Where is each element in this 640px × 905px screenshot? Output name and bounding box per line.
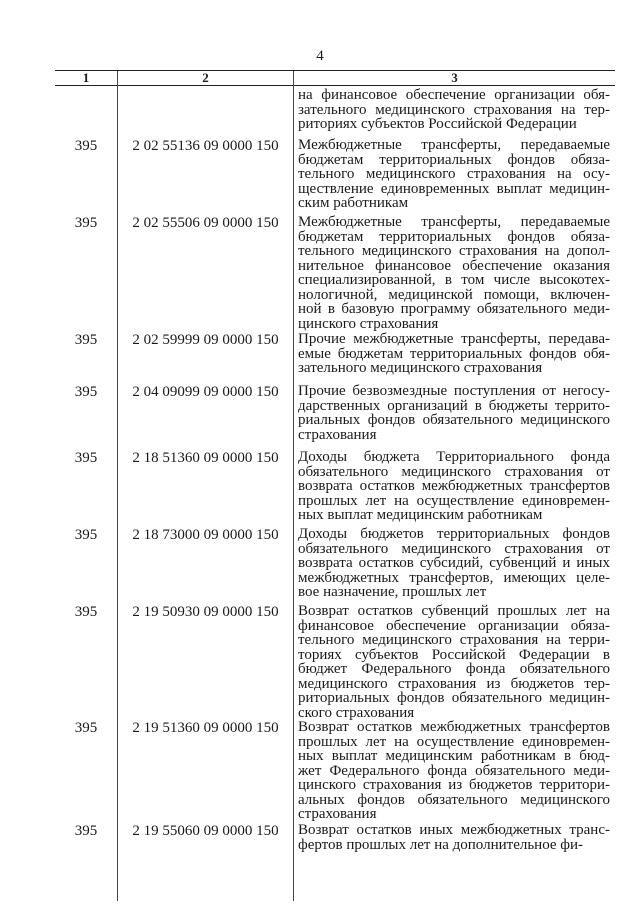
admin-code-cell: 395: [74, 215, 98, 231]
description-line: вое назначение, прошлых лет: [298, 585, 487, 600]
description-line: ского страхования: [298, 705, 415, 720]
description-line: ским работникам: [298, 196, 409, 211]
description-line: цинского страхования из бюджетов территори-: [298, 778, 610, 793]
description-line: Межбюджетные трансферты, передаваемые: [298, 215, 610, 230]
description-cell: [298, 384, 610, 442]
description-line: Прочие межбюджетные трансферты, передава-: [298, 332, 610, 347]
description-cell: [298, 823, 610, 852]
kbk-code-cell: 2 02 59999 09 0000 150: [132, 332, 279, 348]
description-line: бюджетам территориальных фондов обяза-: [298, 229, 610, 244]
description-line: бюджет Федерального фонда обязательного: [298, 662, 610, 677]
description-line: зательного медицинского страхования: [298, 361, 543, 376]
description-line: ных выплат медицинским работникам: [298, 508, 543, 523]
description-line: финансовое обеспечение организации обяза-: [298, 618, 610, 633]
admin-code-cell: 395: [74, 384, 98, 400]
description-line: возврата остатков межбюджетных трансфертов: [298, 479, 610, 494]
kbk-code-cell: 2 18 73000 09 0000 150: [132, 527, 279, 543]
description-line: страхования: [298, 807, 377, 822]
admin-code-cell: 395: [74, 527, 98, 543]
kbk-code-cell: 2 19 51360 09 0000 150: [132, 720, 279, 736]
kbk-code-cell: 2 02 55136 09 0000 150: [132, 138, 279, 154]
description-line: ной в базовую программу обязательного меди-: [298, 302, 610, 317]
description-line: зательного медицинского страхования на тер-: [298, 102, 610, 117]
description-cell: [298, 332, 610, 376]
description-line: нительное финансовое обеспечение оказания: [298, 258, 610, 273]
admin-code-cell: 395: [74, 720, 98, 736]
description-line: межбюджетных трансфертов, имеющих целе-: [298, 570, 610, 585]
description-line: Возврат остатков субвенций прошлых лет на: [298, 604, 610, 619]
description-line: бюджетам территориальных фондов обяза-: [298, 152, 610, 167]
description-line: обязательного медицинского страхования от: [298, 464, 610, 479]
kbk-code-cell: 2 19 55060 09 0000 150: [132, 823, 279, 839]
description-line: ториях субъектов Российской Федерации в: [298, 647, 610, 662]
description-line: прошлых лет на осуществление единовремен-: [298, 493, 610, 508]
description-cell: [298, 215, 610, 331]
description-line: цинского страхования: [298, 316, 439, 331]
admin-code-cell: 395: [74, 450, 98, 466]
description-line: прошлых лет на осуществление единовремен-: [298, 734, 610, 749]
description-line: тельного медицинского страхования на допол-: [298, 244, 610, 259]
description-line: фертов прошлых лет на дополнительное фи-: [298, 837, 584, 852]
description-line: Доходы бюджета Территориального фонда: [298, 450, 610, 465]
description-line: медицинского страхования из бюджетов тер-: [298, 676, 610, 691]
description-line: ществление единовременных выплат медицин-: [298, 181, 610, 196]
kbk-code-cell: 2 19 50930 09 0000 150: [132, 604, 279, 620]
description-line: нологичной, медицинской помощи, включен-: [298, 287, 610, 302]
description-cell: [298, 527, 610, 600]
description-line: емые бюджетам территориальных фондов обя-: [298, 346, 610, 361]
description-line: возврата остатков субсидий, субвенций и иных: [298, 556, 610, 571]
column-divider-1: [117, 71, 118, 901]
description-line: Доходы бюджетов территориальных фондов: [298, 527, 610, 542]
admin-code-cell: 395: [74, 138, 98, 154]
description-cell: [298, 450, 610, 523]
description-line: на финансовое обеспечение организации обя-: [298, 88, 610, 103]
header-cell-col2: 2: [202, 70, 209, 85]
description-line: Прочие безвозмездные поступления от негосу-: [298, 384, 610, 399]
description-line: тельного медицинского страхования на терри-: [298, 633, 610, 648]
column-divider-2: [293, 71, 294, 901]
kbk-code-cell: 2 02 55506 09 0000 150: [132, 215, 279, 231]
description-line: Возврат остатков межбюджетных трансфертов: [298, 720, 610, 735]
description-line: обязательного медицинского страхования от: [298, 541, 610, 556]
header-cell-col3: 3: [451, 70, 458, 85]
description-line: альных фондов обязательного медицинского: [298, 792, 610, 807]
description-cell: [298, 138, 610, 211]
description-line: тельного медицинского страхования на осу-: [298, 167, 610, 182]
page-number: 4: [316, 48, 324, 64]
description-line: Межбюджетные трансферты, передаваемые: [298, 138, 610, 153]
description-line: страхования: [298, 427, 377, 442]
description-line: риториях субъектов Российской Федерации: [298, 117, 577, 132]
continuation-description: [298, 88, 610, 132]
description-cell: [298, 604, 610, 720]
description-line: дарственных организаций в бюджеты террито-: [298, 398, 610, 413]
description-line: ных выплат медицинским работникам в бюд-: [298, 749, 610, 764]
description-cell: [298, 720, 610, 822]
description-line: риальных фондов обязательного медицинского: [298, 413, 610, 428]
admin-code-cell: 395: [74, 823, 98, 839]
description-line: жет Федерального фонда обязательного меди-: [298, 763, 610, 778]
admin-code-cell: 395: [74, 332, 98, 348]
table-header-bottom-rule: [55, 85, 615, 86]
kbk-code-cell: 2 18 51360 09 0000 150: [132, 450, 279, 466]
description-line: Возврат остатков иных межбюджетных транс-: [298, 823, 610, 838]
description-line: специализированной, в том числе высокотех-: [298, 273, 610, 288]
description-line: риториальных фондов обязательного медицин-: [298, 691, 610, 706]
header-cell-col1: 1: [82, 70, 90, 85]
kbk-code-cell: 2 04 09099 09 0000 150: [132, 384, 279, 400]
admin-code-cell: 395: [74, 604, 98, 620]
